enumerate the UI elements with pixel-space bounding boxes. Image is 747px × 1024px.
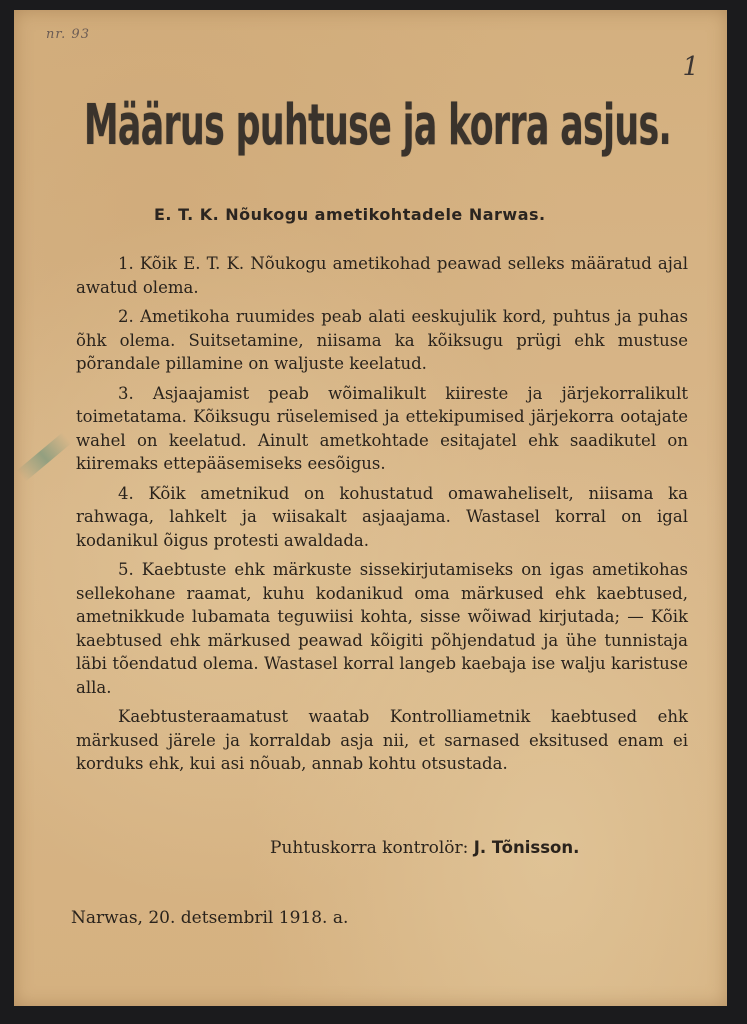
page-number-mark: 1 bbox=[682, 52, 699, 82]
document-subtitle: E. T. K. Nõukogu ametikohtadele Narwas. bbox=[154, 205, 546, 224]
paragraph-1: 1. Kõik E. T. K. Nõukogu ametikohad peawad selleks määratud ajal awatud olema. bbox=[76, 254, 688, 297]
archive-mark: nr. 93 bbox=[46, 27, 90, 42]
paragraph-3: 3. Asjaajamist peab wõimalikult kiireste ja järjekorralikult toimetatama. Kõiksugu rüselemised ja ettekipumised järjekorra ootajate wahel on keelatud. Ainult ametkohtade esitajatel ehk saadikutel on kiiremaks ettepääsemiseks eesõigus. bbox=[76, 383, 688, 473]
signature-label: Puhtuskorra kontrolör: bbox=[270, 838, 469, 858]
ink-stain bbox=[17, 432, 72, 481]
paragraph-2: 2. Ametikoha ruumides peab alati eeskujulik kord, puhtus ja puhas õhk olema. Suitsetamine, niisama ka kõiksugu prügi ehk mustuse põrandale pillamine on waljuste keelatud. bbox=[76, 307, 688, 373]
document-body bbox=[76, 252, 688, 782]
dateline: Narwas, 20. detsembril 1918. a. bbox=[71, 908, 349, 928]
paragraph-6: Kaebtusteraamatust waatab Kontrolliametnik kaebtused ehk märkused järele ja korraldab asja nii, et sarnased eksitused enam ei korduks ehk, kui asi nõuab, annab kohtu otsustada. bbox=[76, 707, 688, 773]
document-sheet bbox=[14, 10, 727, 1006]
signature-line bbox=[270, 838, 579, 858]
paragraph-4: 4. Kõik ametnikud on kohustatud omawaheliselt, niisama ka rahwaga, lahkelt ja wiisakalt asjaajama. Wastasel korral on igal kodanikul õigus protesti awaldada. bbox=[76, 483, 688, 550]
signature-name: J. Tõnisson. bbox=[473, 838, 580, 857]
paragraph-5: 5. Kaebtuste ehk märkuste sissekirjutamiseks on igas ametikohas sellekohane raamat, kuhu kodanikud oma märkused ehk kaebtused, ametnikkude lubamata teguwiisi kohta, sisse wõiwad kirjutada; — Kõik kaebtused ehk märkused peawad kõigiti põhjendatud ja ühe tunnistaja läbi tõendatud olema. Wastasel korral langeb kaebaja ise walju karistuse alla. bbox=[76, 560, 688, 697]
document-title: Määrus puhtuse ja korra asjus. bbox=[84, 93, 672, 158]
